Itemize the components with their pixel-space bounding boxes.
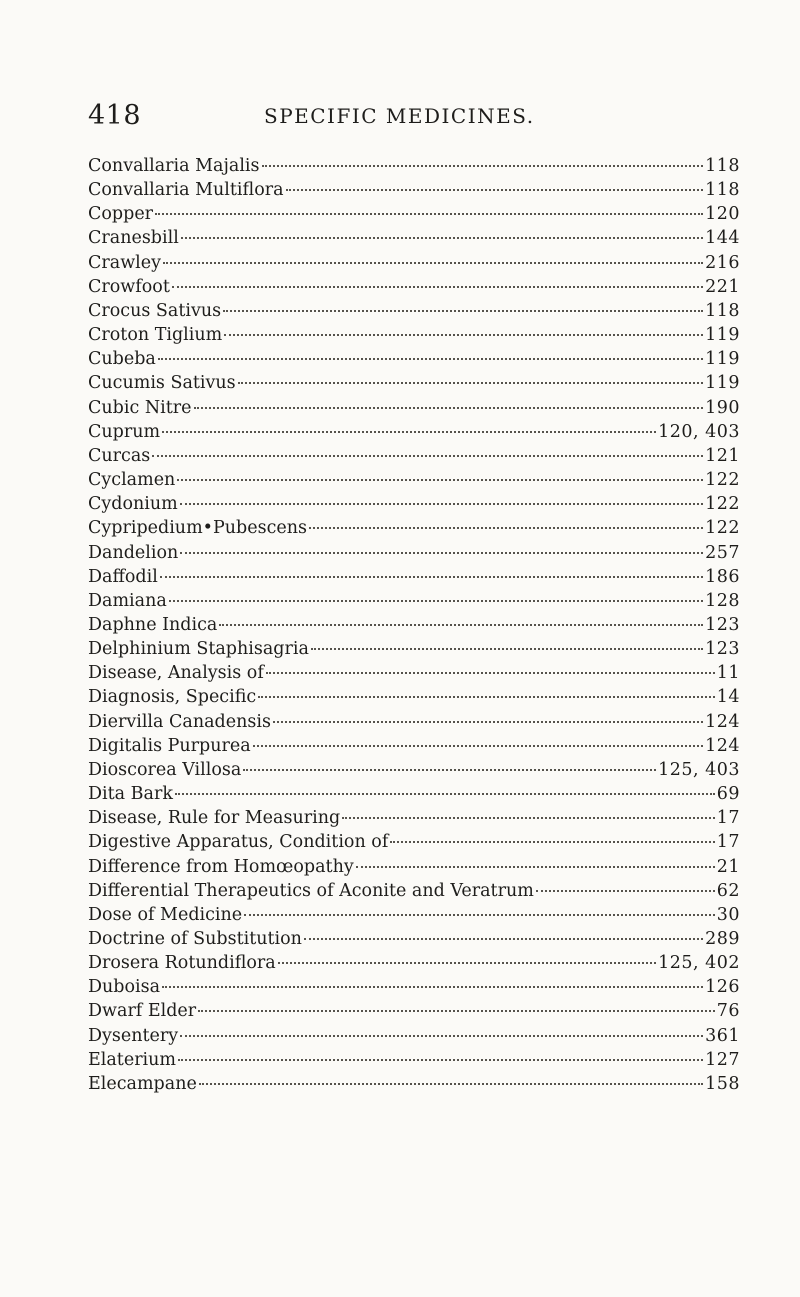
index-entry xyxy=(88,734,740,758)
index-entry xyxy=(88,855,740,879)
index-term: Copper xyxy=(88,204,154,225)
page-reference: 361 xyxy=(705,1025,740,1046)
index-term: Disease, Rule for Measuring xyxy=(88,808,341,829)
page-reference: 221 xyxy=(705,276,740,297)
index-term: Crawley xyxy=(88,252,162,273)
index-term: Dioscorea Villosa xyxy=(88,759,242,780)
page-reference: 120 xyxy=(705,204,740,225)
dot-leader xyxy=(198,1010,715,1012)
index-term: Dita Bark xyxy=(88,784,173,805)
index-term: Diervilla Canadensis xyxy=(88,711,271,732)
page-reference: 190 xyxy=(705,397,740,418)
dot-leader xyxy=(152,455,703,457)
page-reference: 21 xyxy=(716,856,740,877)
index-entry xyxy=(88,154,740,178)
index-entry xyxy=(88,468,740,492)
page-reference: 76 xyxy=(716,1001,740,1022)
index-term: Dwarf Elder xyxy=(88,1001,197,1022)
page-reference: 122 xyxy=(705,470,740,491)
index-entry xyxy=(88,685,740,709)
page-reference: 17 xyxy=(716,808,740,829)
index-term: Elaterium xyxy=(88,1049,177,1070)
page-reference: 123 xyxy=(705,639,740,660)
index-term: Croton Tiglium xyxy=(88,325,223,346)
dot-leader xyxy=(223,310,703,312)
index-entry xyxy=(88,251,740,275)
index-term: Cubeba xyxy=(88,349,156,370)
index-entry xyxy=(88,323,740,347)
index-term: Differential Therapeutics of Aconite and Veratrum xyxy=(88,880,534,901)
dot-leader xyxy=(172,286,703,288)
page-reference: 17 xyxy=(716,832,740,853)
page-reference: 69 xyxy=(716,784,740,805)
dot-leader xyxy=(243,769,656,771)
index-term: Daffodil xyxy=(88,566,158,587)
index-term: Cucumis Sativus xyxy=(88,373,236,394)
page-reference: 119 xyxy=(705,373,740,394)
index-entry xyxy=(88,492,740,516)
index-entry xyxy=(88,1072,740,1096)
dot-leader xyxy=(278,962,656,964)
dot-leader xyxy=(177,479,703,481)
index-term: Cuprum xyxy=(88,421,161,442)
index-term: Difference from Homœopathy xyxy=(88,856,354,877)
page-reference: 123 xyxy=(705,614,740,635)
dot-leader xyxy=(390,841,714,843)
page-reference: 14 xyxy=(716,687,740,708)
page-reference: 144 xyxy=(705,228,740,249)
dot-leader xyxy=(342,817,715,819)
page-header xyxy=(88,100,748,140)
page-reference: 125, 402 xyxy=(658,953,740,974)
index-list xyxy=(88,154,740,1096)
index-entry xyxy=(88,347,740,371)
dot-leader xyxy=(162,986,703,988)
dot-leader xyxy=(266,672,715,674)
dot-leader xyxy=(169,600,703,602)
dot-leader xyxy=(180,503,703,505)
dot-leader xyxy=(244,914,715,916)
dot-leader xyxy=(194,407,704,409)
page-reference: 122 xyxy=(705,494,740,515)
dot-leader xyxy=(309,527,703,529)
dot-leader xyxy=(199,1083,703,1085)
dot-leader xyxy=(536,890,715,892)
page-reference: 289 xyxy=(705,929,740,949)
page-reference: 11 xyxy=(716,663,740,684)
index-term: Dysentery xyxy=(88,1025,179,1046)
dot-leader xyxy=(356,866,715,868)
page-reference: 121 xyxy=(705,445,740,466)
index-term: Daphne Indica xyxy=(88,614,218,635)
index-entry xyxy=(88,589,740,613)
dot-leader xyxy=(219,624,703,626)
index-entry xyxy=(88,1048,740,1072)
dot-leader xyxy=(311,648,703,650)
index-term: Diagnosis, Specific xyxy=(88,687,257,708)
index-entry xyxy=(88,999,740,1023)
dot-leader xyxy=(155,213,703,215)
index-term: Duboisa xyxy=(88,977,161,998)
running-title: SPECIFIC MEDICINES. xyxy=(264,104,535,128)
index-entry xyxy=(88,444,740,468)
page-reference: 120, 403 xyxy=(658,421,740,442)
index-term: Delphinium Staphisagria xyxy=(88,639,309,660)
index-entry xyxy=(88,879,740,903)
dot-leader xyxy=(178,1059,703,1061)
index-entry xyxy=(88,299,740,323)
index-entry xyxy=(88,927,740,951)
page-reference: 257 xyxy=(705,542,740,563)
dot-leader xyxy=(175,793,715,795)
index-term: Cydonium xyxy=(88,494,178,515)
index-term: Convallaria Majalis xyxy=(88,156,260,176)
index-term: Digestive Apparatus, Condition of xyxy=(88,832,389,853)
dot-leader xyxy=(163,262,703,264)
index-entry xyxy=(88,975,740,999)
index-entry xyxy=(88,178,740,202)
dot-leader xyxy=(304,938,703,940)
dot-leader xyxy=(238,382,703,384)
dot-leader xyxy=(180,1035,703,1037)
index-term: Dose of Medicine xyxy=(88,904,243,925)
index-term: Convallaria Multiflora xyxy=(88,180,284,201)
index-entry xyxy=(88,710,740,734)
page-reference: 118 xyxy=(705,180,740,201)
page-reference: 119 xyxy=(705,325,740,346)
page-reference: 30 xyxy=(716,904,740,925)
index-entry xyxy=(88,806,740,830)
dot-leader xyxy=(160,576,703,578)
dot-leader xyxy=(258,696,715,698)
index-term: Digitalis Purpurea xyxy=(88,735,251,756)
index-term: Disease, Analysis of xyxy=(88,663,264,684)
index-term: Elecampane xyxy=(88,1073,197,1094)
page-reference: 126 xyxy=(705,977,740,998)
index-term: Drosera Rotundiflora xyxy=(88,953,276,974)
index-entry xyxy=(88,951,740,975)
index-entry xyxy=(88,613,740,637)
index-entry xyxy=(88,637,740,661)
page-reference: 119 xyxy=(705,349,740,370)
page-reference: 127 xyxy=(705,1049,740,1070)
page-reference: 124 xyxy=(705,735,740,756)
dot-leader xyxy=(253,745,703,747)
index-term: Cranesbill xyxy=(88,228,179,249)
index-entry xyxy=(88,541,740,565)
page-reference: 128 xyxy=(705,590,740,611)
index-term: Cyclamen xyxy=(88,470,176,491)
dot-leader xyxy=(181,237,703,239)
index-term: Dandelion xyxy=(88,542,179,563)
index-term: Cubic Nitre xyxy=(88,397,192,418)
page-reference: 186 xyxy=(705,566,740,587)
index-entry xyxy=(88,202,740,226)
index-term: Cypripedium•Pubescens xyxy=(88,518,307,539)
page-reference: 125, 403 xyxy=(658,759,740,780)
index-entry xyxy=(88,758,740,782)
index-entry xyxy=(88,275,740,299)
index-entry xyxy=(88,516,740,540)
index-term: Doctrine of Substitution xyxy=(88,929,302,949)
page-reference: 124 xyxy=(705,711,740,732)
dot-leader xyxy=(224,334,703,336)
page-reference: 62 xyxy=(716,880,740,901)
page-reference: 158 xyxy=(705,1073,740,1094)
index-entry xyxy=(88,420,740,444)
index-entry xyxy=(88,830,740,854)
dot-leader xyxy=(262,165,704,167)
page-reference: 122 xyxy=(705,518,740,539)
page-reference: 118 xyxy=(705,156,740,176)
index-entry xyxy=(88,565,740,589)
index-term: Crocus Sativus xyxy=(88,300,222,321)
index-entry xyxy=(88,371,740,395)
dot-leader xyxy=(180,552,703,554)
page-reference: 216 xyxy=(705,252,740,273)
index-entry xyxy=(88,661,740,685)
index-term: Crowfoot xyxy=(88,276,170,297)
index-entry xyxy=(88,396,740,420)
index-term: Curcas xyxy=(88,445,151,466)
dot-leader xyxy=(273,721,703,723)
dot-leader xyxy=(286,189,704,191)
page-reference: 118 xyxy=(705,300,740,321)
dot-leader xyxy=(158,358,703,360)
index-term: Damiana xyxy=(88,590,167,611)
page-number: 418 xyxy=(88,100,142,131)
dot-leader xyxy=(162,431,656,433)
index-entry xyxy=(88,782,740,806)
index-entry xyxy=(88,226,740,250)
index-entry xyxy=(88,903,740,927)
index-entry xyxy=(88,1024,740,1048)
